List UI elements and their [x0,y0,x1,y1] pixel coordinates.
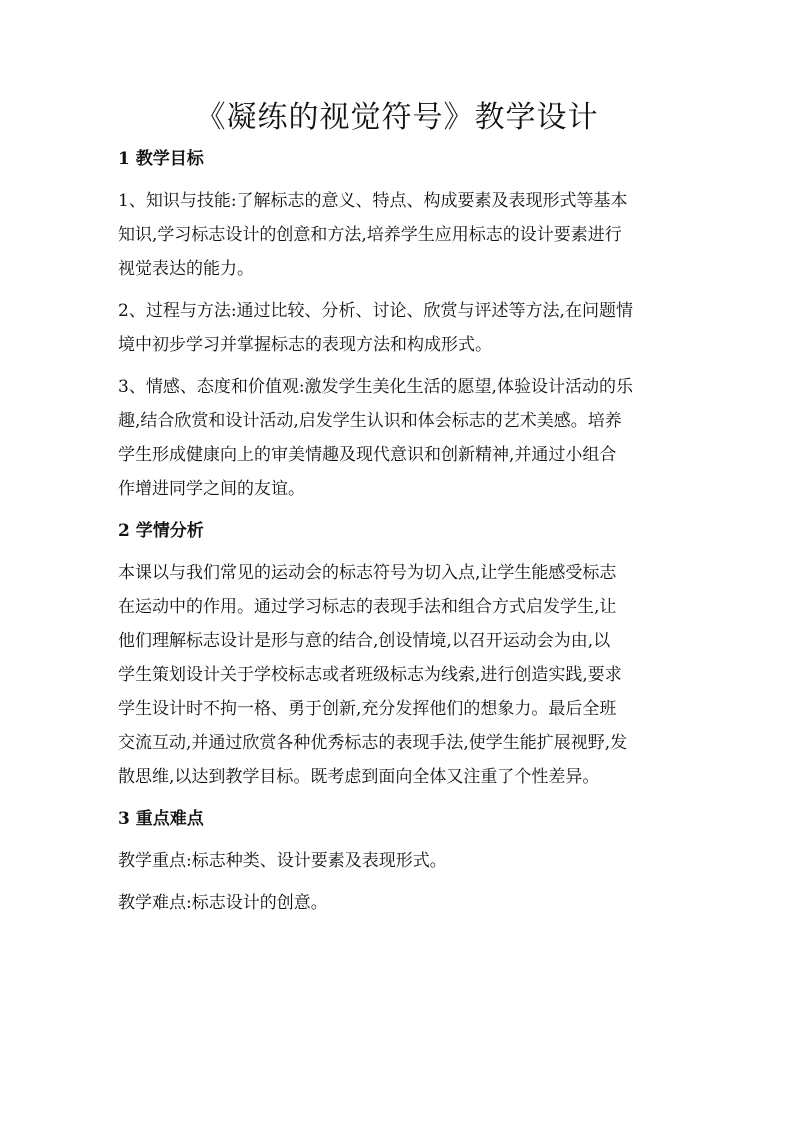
section-teaching-objectives [118,142,678,506]
text-line: 教学重点:标志种类、设计要素及表现形式。 [118,851,447,871]
text-line: 本课以与我们常见的运动会的标志符号为切入点,让学生能感受标志 [118,563,617,583]
paragraph [118,294,678,362]
text-line: 在运动中的作用。通过学习标志的表现手法和组合方式启发学生,让 [118,597,617,617]
section-heading: 3 重点难点 [118,809,204,829]
paragraph [118,844,678,878]
section-heading: 1 教学目标 [118,149,204,169]
section-learner-analysis [118,514,678,794]
text-line: 学生形成健康向上的审美情趣及现代意识和创新精神,并通过小组合 [118,445,617,465]
text-line: 他们理解标志设计是形与意的结合,创设情境,以召开运动会为由,以 [118,631,611,651]
document-body [118,142,678,928]
text-line: 教学难点:标志设计的创意。 [118,893,328,913]
section-key-difficult-points [118,802,678,920]
text-line: 学生设计时不拘一格、勇于创新,充分发挥他们的想象力。最后全班 [118,699,617,719]
text-line: 交流互动,并通过欣赏各种优秀标志的表现手法,使学生能扩展视野,发 [118,733,628,753]
text-line: 1、知识与技能:了解标志的意义、特点、构成要素及表现形式等基本 [118,191,628,211]
text-line: 趣,结合欣赏和设计活动,启发学生认识和体会标志的艺术美感。培养 [118,411,622,431]
text-line: 学生策划设计关于学校标志或者班级标志为线索,进行创造实践,要求 [118,665,622,685]
page-title: 《凝练的视觉符号》教学设计 [195,100,599,135]
text-line: 作增进同学之间的友谊。 [118,479,305,499]
paragraph [118,370,678,506]
text-line: 视觉表达的能力。 [118,259,254,279]
text-line: 知识,学习标志设计的创意和方法,培养学生应用标志的设计要素进行 [118,225,622,245]
text-line: 境中初步学习并掌握标志的表现方法和构成形式。 [118,335,492,355]
section-heading: 2 学情分析 [118,521,204,541]
text-line: 散思维,以达到教学目标。既考虑到面向全体又注重了个性差异。 [118,767,600,787]
paragraph [118,886,678,920]
text-line: 2、过程与方法:通过比较、分析、讨论、欣赏与评述等方法,在问题情 [118,301,633,321]
paragraph [118,556,678,794]
paragraph [118,184,678,286]
text-line: 3、情感、态度和价值观:激发学生美化生活的愿望,体验设计活动的乐 [118,377,633,397]
